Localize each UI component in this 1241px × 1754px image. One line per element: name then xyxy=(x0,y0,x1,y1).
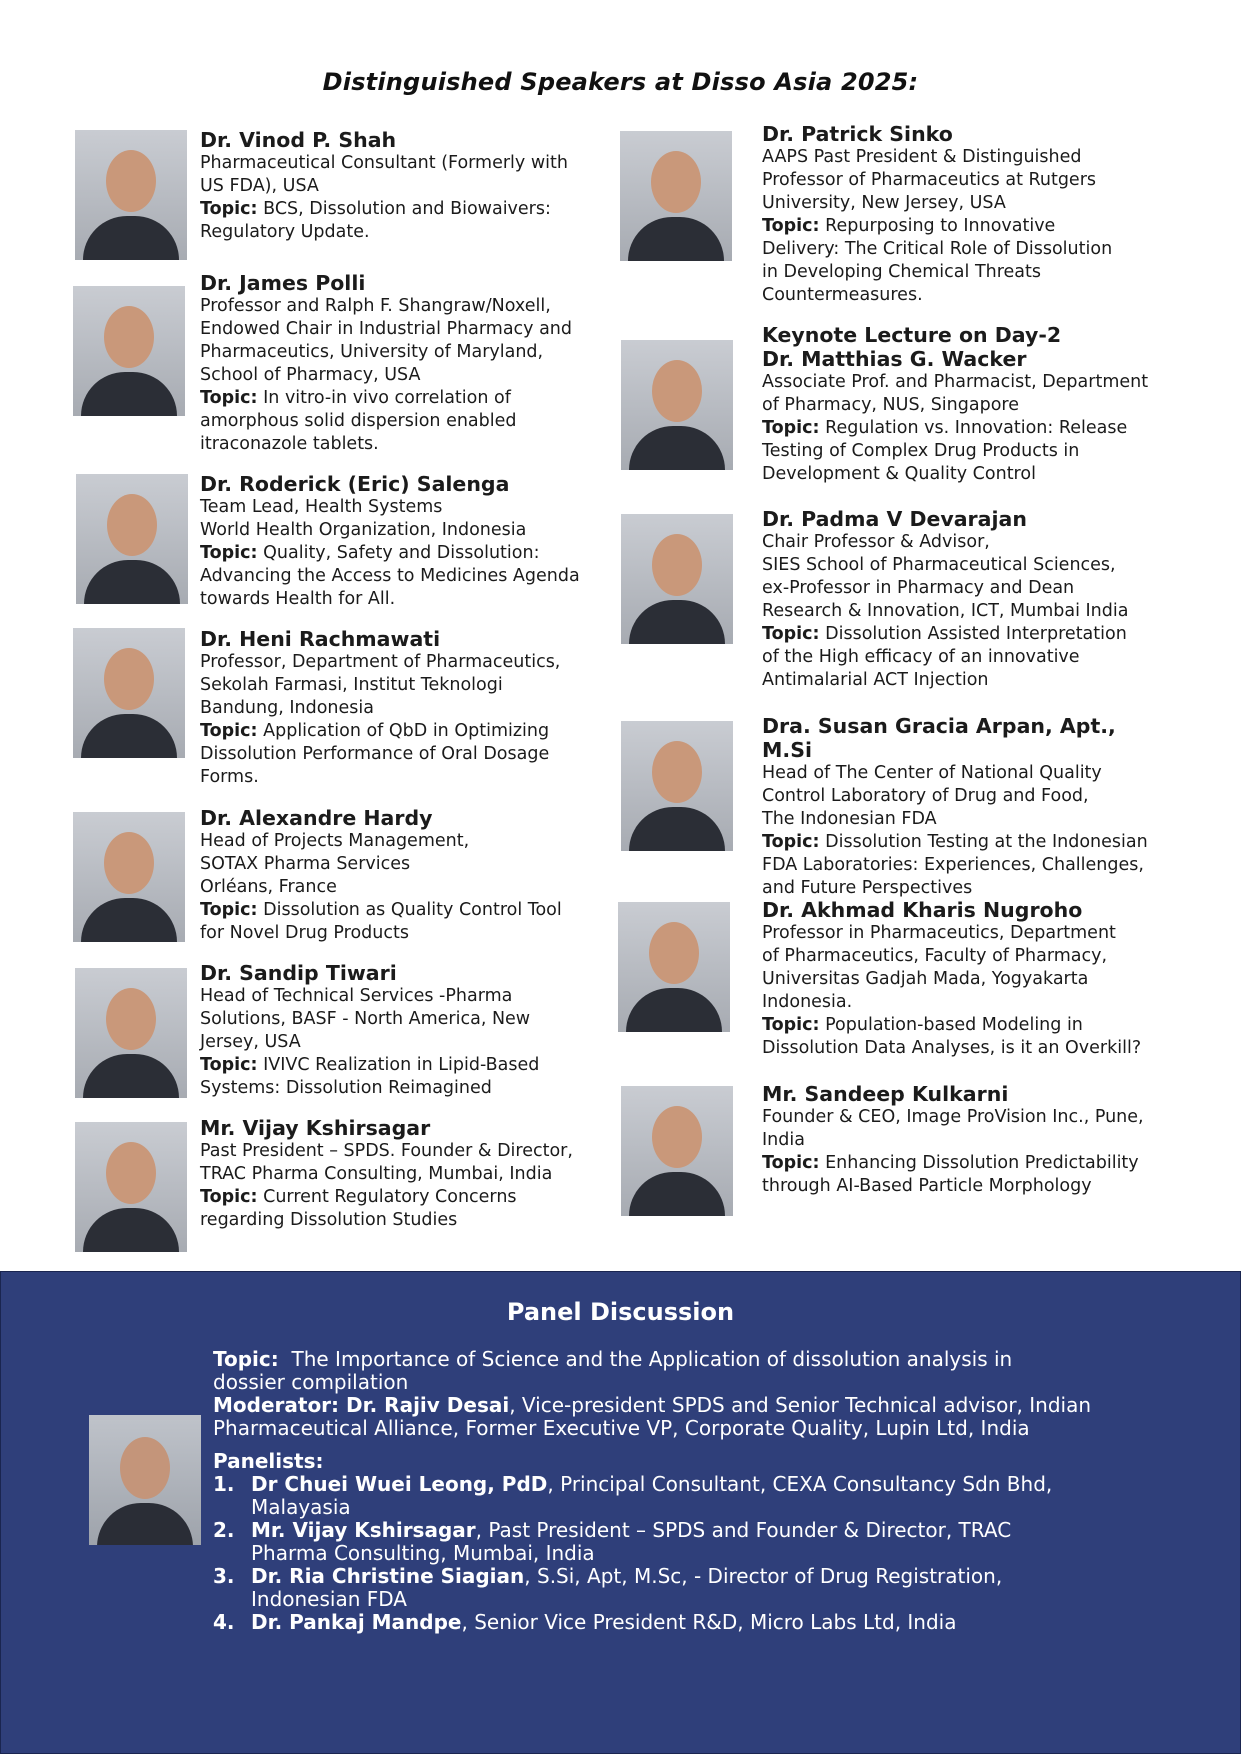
keynote-label: Keynote Lecture on Day-2 xyxy=(762,323,1062,347)
speaker-name: Dr. Vinod P. Shah xyxy=(200,128,397,152)
speaker-photo xyxy=(621,1086,733,1216)
speaker-photo xyxy=(75,130,187,260)
speaker-photo xyxy=(73,628,185,758)
speaker-photo xyxy=(621,514,733,644)
panelists-label: Panelists: xyxy=(213,1449,324,1473)
page-title: Distinguished Speakers at Disso Asia 2025: xyxy=(322,68,919,96)
panel-title: Panel Discussion xyxy=(506,1298,735,1326)
panel-topic: Topic: The Importance of Science and the Application of dissolution analysis in dossier compilation xyxy=(213,1347,1013,1394)
panel-discussion-box: Panel Discussion Topic: The Importance of Science and the Application of dissolution analysis in dossier compilation Moderator: Dr. Rajiv Desai, Vice-president SPDS and Senior Technical advisor, Indian Pharmaceutical Alliance, Former Executive VP, Corporate Quality, Lupin Ltd, India Panelists: 1. Dr Chuei Wuei Leong, PdD, Principal Consultant, CEXA Consultancy Sdn Bhd, Malayasia 2. Mr. Vijay Kshirsagar, Past President – SPDS and Founder & Director, TRAC Pharma Consulting, Mumbai, India 3. Dr. Ria Christine Siagian, S.Si, Apt, M.Sc, - Director of Drug Registration, Indonesian FDA 4. Dr. Pankaj Mandpe, Senior Vice President R&D, Micro Labs Ltd, India xyxy=(0,1271,1241,1754)
speaker-photo xyxy=(621,721,733,851)
speaker-photo xyxy=(76,474,188,604)
moderator-photo xyxy=(89,1415,201,1545)
speaker-photo xyxy=(620,131,732,261)
speaker-photo xyxy=(75,1122,187,1252)
speaker-photo xyxy=(73,286,185,416)
panel-moderator: Moderator: Dr. Rajiv Desai, Vice-president SPDS and Senior Technical advisor, Indian Pharmaceutical Alliance, Former Executive VP, Corporate Quality, Lupin Ltd, India xyxy=(213,1393,1092,1440)
speaker-photo xyxy=(73,812,185,942)
speaker-photo xyxy=(618,902,730,1032)
speaker-photo xyxy=(621,340,733,470)
speaker-photo xyxy=(75,968,187,1098)
